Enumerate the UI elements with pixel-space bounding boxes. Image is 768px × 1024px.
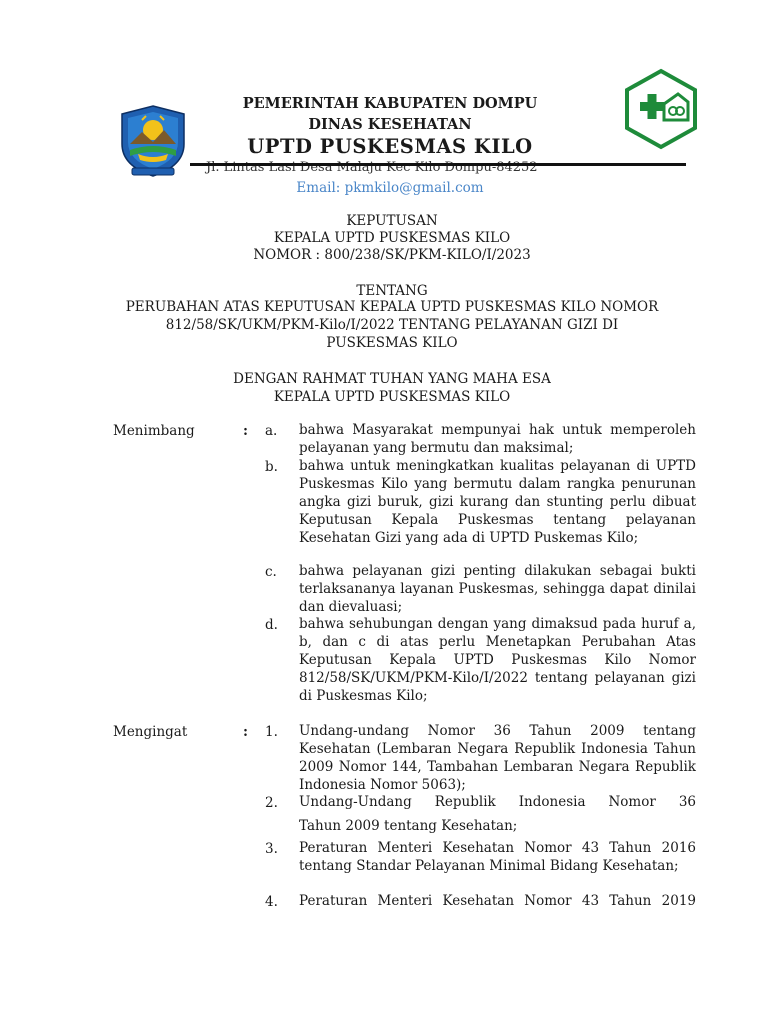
section-label-menimbang: Menimbang — [113, 423, 195, 439]
header-institution: UPTD PUSKESMAS KILO — [247, 135, 533, 158]
list-marker: a. — [265, 423, 278, 439]
list-marker: 4. — [265, 894, 278, 910]
title-official-2: KEPALA UPTD PUSKESMAS KILO — [273, 389, 511, 405]
list-item: bahwa pelayanan gizi penting dilakukan sebagai bukti terlaksananya layanan Puskesmas, sehingga dapat dinilai dan dievaluasi; — [299, 563, 696, 615]
title-invocation: DENGAN RAHMAT TUHAN YANG MAHA ESA — [233, 371, 551, 387]
list-marker: 3. — [265, 841, 278, 857]
header-department: DINAS KESEHATAN — [308, 116, 472, 133]
title-subject-line-1: PERUBAHAN ATAS KEPUTUSAN KEPALA UPTD PUSKESMAS KILO NOMOR — [125, 299, 659, 315]
section-label-mengingat: Mengingat — [113, 724, 188, 740]
list-item: bahwa sehubungan dengan yang dimaksud pada huruf a, b, dan c di atas perlu Menetapkan Perubahan Atas Keputusan Kepala UPTD Puskesmas Kilo Nomor 812/58/SK/UKM/PKM-Kilo/I/2022 tentang pelayanan gizi di Puskesmas Kilo; — [299, 616, 696, 704]
list-item: bahwa Masyarakat mempunyai hak untuk memperoleh pelayanan yang bermutu dan maksimal; — [299, 422, 696, 456]
title-tentang: TENTANG — [356, 283, 428, 299]
header-rule — [190, 163, 686, 166]
list-item: Undang-undang Nomor 36 Tahun 2009 tentang Kesehatan (Lembaran Negara Republik Indonesia Tahun 2009 Nomor 144, Tambahan Lembaran Negara Republik Indonesia Nomor 5063); — [299, 723, 696, 793]
header-government: PEMERINTAH KABUPATEN DOMPU — [242, 95, 538, 112]
section-colon: : — [243, 423, 248, 439]
list-item: Undang-Undang Republik Indonesia Nomor 36 — [299, 794, 696, 810]
title-subject-line-2: 812/58/SK/UKM/PKM-Kilo/I/2022 TENTANG PELAYANAN GIZI DI — [165, 317, 619, 333]
title-official: KEPALA UPTD PUSKESMAS KILO — [273, 230, 511, 246]
puskesmas-emblem-icon — [622, 68, 700, 150]
title-keputusan: KEPUTUSAN — [346, 213, 438, 229]
list-marker: 2. — [265, 795, 278, 811]
list-marker: c. — [265, 564, 277, 580]
dompu-regency-emblem-icon — [118, 104, 188, 178]
header-address: Jl. Lintas Lasi Desa Malaju Kec Kilo Dompu-84252 — [206, 160, 538, 175]
list-item: Peraturan Menteri Kesehatan Nomor 43 Tahun 2019 — [299, 893, 696, 909]
list-item: Peraturan Menteri Kesehatan Nomor 43 Tahun 2016 tentang Standar Pelayanan Minimal Bidang Kesehatan; — [299, 840, 696, 874]
list-marker: 1. — [265, 724, 278, 740]
list-item: bahwa untuk meningkatkan kualitas pelayanan di UPTD Puskesmas Kilo yang bermutu dalam rangka penurunan angka gizi buruk, gizi kurang dan stunting perlu dibuat Keputusan Kepala Puskesmas tentang pelayanan Kesehatan Gizi yang ada di UPTD Puskemas Kilo; — [299, 458, 696, 546]
list-marker: b. — [265, 459, 278, 475]
title-number: NOMOR : 800/238/SK/PKM-KILO/I/2023 — [253, 247, 531, 263]
list-marker: d. — [265, 617, 278, 633]
list-item-continuation: Tahun 2009 tentang Kesehatan; — [299, 818, 518, 834]
section-colon: : — [243, 724, 248, 740]
title-subject-line-3: PUSKESMAS KILO — [326, 335, 458, 351]
header-email: Email: pkmkilo@gmail.com — [296, 180, 484, 196]
